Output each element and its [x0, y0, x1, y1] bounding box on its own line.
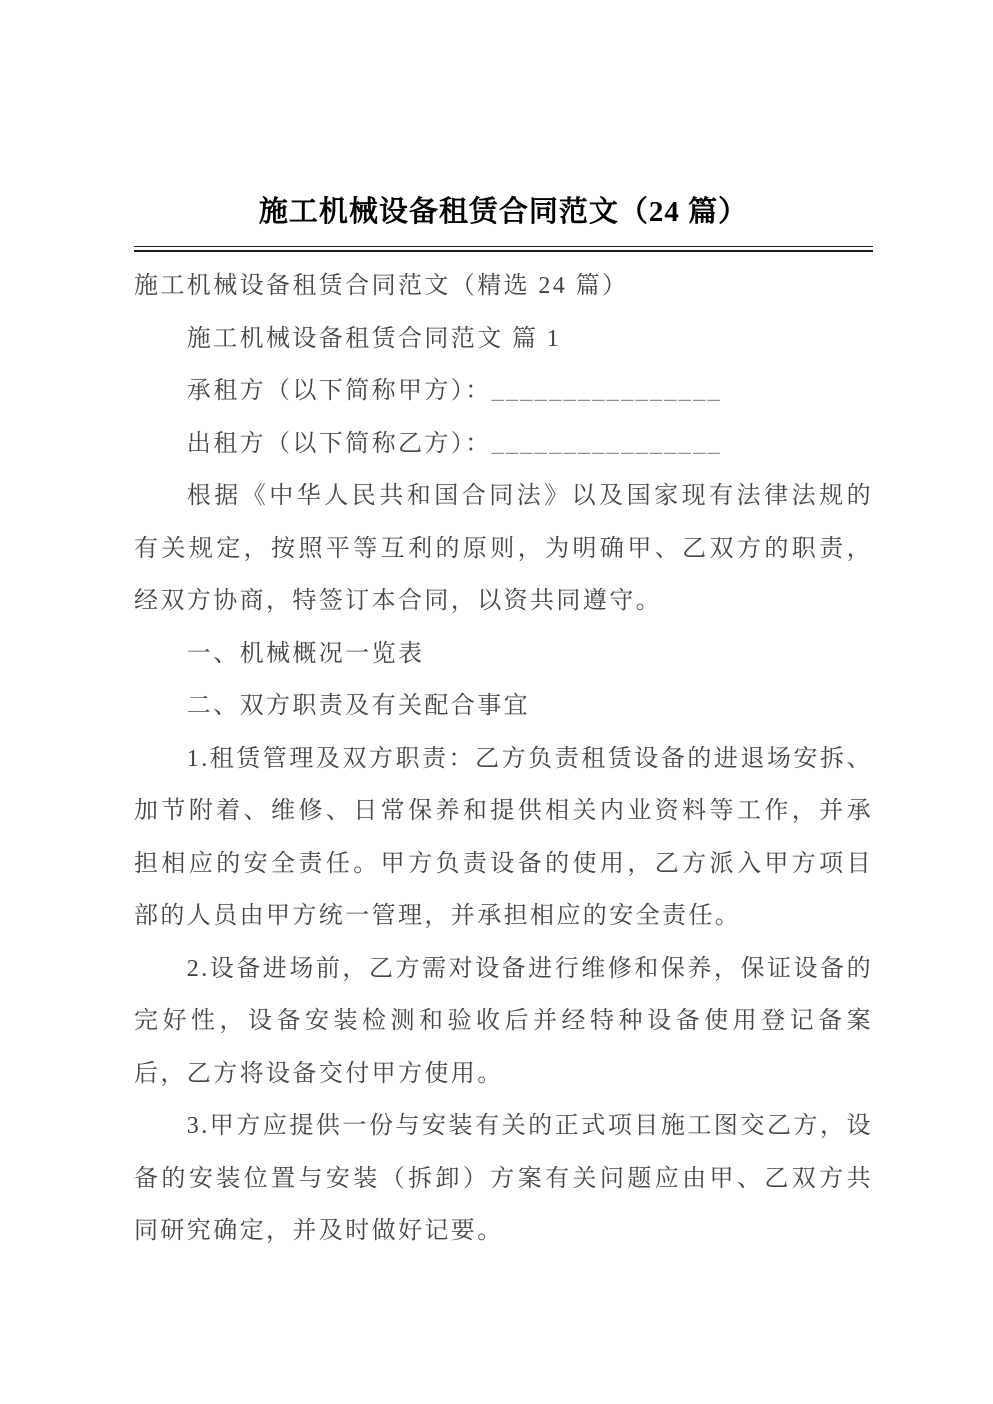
party-a-blank-field: ________________	[491, 378, 723, 404]
party-a-line	[134, 365, 873, 418]
party-b-label: 出租方（以下简称乙方）：	[186, 430, 492, 457]
subtitle-paragraph: 施工机械设备租赁合同范文 篇 1	[186, 325, 562, 352]
clause-3-paragraph: 3.甲方应提供一份与安装有关的正式项目施工图交乙方，设备的安装位置与安装（拆卸）方案有关问题应由甲、乙双方共同研究确定，并及时做好记要。	[134, 1113, 873, 1244]
section-2-heading: 二、双方职责及有关配合事宜	[186, 693, 530, 719]
clause-2-paragraph: 2.设备进场前，乙方需对设备进行维修和保养，保证设备的完好性，设备安装检测和验收后并经特种设备使用登记备案后，乙方将设备交付甲方使用。	[134, 955, 873, 1087]
title-divider-line	[134, 246, 873, 252]
section-1-heading: 一、机械概况一览表	[186, 640, 425, 667]
party-b-line	[134, 418, 873, 471]
clause-1-paragraph: 1.租赁管理及双方职责：乙方负责租赁设备的进退场安拆、加节附着、维修、日常保养和提供相关内业资料等工作，并承担相应的安全责任。甲方负责设备的使用，乙方派入甲方项目部的人员由甲方统一管理，并承担相应的安全责任。	[134, 745, 873, 929]
party-b-blank-field: ________________	[491, 430, 723, 457]
document-title: 施工机械设备租赁合同范文（24 篇）	[258, 196, 749, 228]
preamble-paragraph: 根据《中华人民共和国合同法》以及国家现有法律法规的有关规定，按照平等互利的原则，为明确甲、乙双方的职责，经双方协商，特签订本合同，以资共同遵守。	[134, 483, 873, 614]
party-a-label: 承租方（以下简称甲方）：	[186, 378, 492, 404]
document-body	[134, 260, 873, 1258]
intro-paragraph: 施工机械设备租赁合同范文（精选 24 篇）	[134, 273, 629, 299]
